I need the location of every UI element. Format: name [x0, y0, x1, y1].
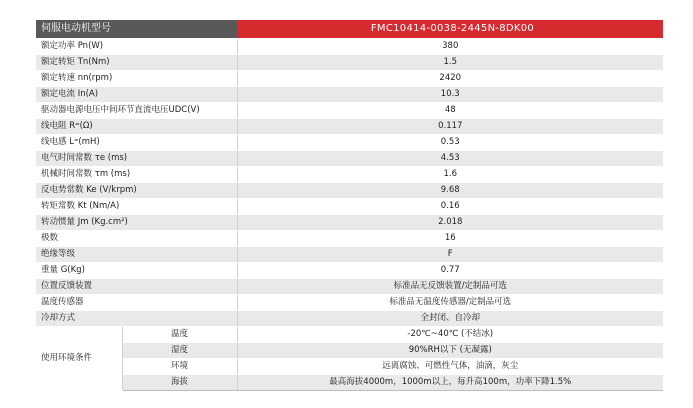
header-model: FMC10414-0038-2445N-8DK00 — [237, 20, 663, 39]
env-value: 最高海拔4000m，1000m以上，每升高100m，功率下降1.5% — [237, 375, 663, 391]
header-label: 伺服电动机型号 — [36, 20, 237, 39]
spec-label: 重量 G(Kg) — [36, 263, 237, 279]
spec-label: 冷却方式 — [36, 311, 237, 327]
spec-row — [36, 119, 663, 135]
spec-value: 380 — [237, 39, 663, 55]
spec-value: 4.53 — [237, 151, 663, 167]
env-label: 使用环境条件 — [36, 327, 122, 391]
spec-value: F — [237, 247, 663, 263]
spec-row — [36, 135, 663, 151]
spec-label: 额定转速 nn(rpm) — [36, 71, 237, 87]
env-sub-label: 环境 — [122, 359, 237, 375]
spec-row — [36, 71, 663, 87]
spec-label: 线电感 L⁼(mH) — [36, 135, 237, 151]
spec-row — [36, 39, 663, 55]
spec-value: 16 — [237, 231, 663, 247]
spec-row — [36, 55, 663, 71]
env-row — [36, 375, 663, 391]
spec-value: 0.16 — [237, 199, 663, 215]
spec-row — [36, 183, 663, 199]
spec-value: 2.018 — [237, 215, 663, 231]
env-value: 远离腐蚀、可燃性气体，油滴，灰尘 — [237, 359, 663, 375]
spec-label: 反电势常数 Ke (V/krpm) — [36, 183, 237, 199]
spec-value: 9.68 — [237, 183, 663, 199]
spec-row — [36, 151, 663, 167]
spec-value: 2420 — [237, 71, 663, 87]
env-sub-label: 温度 — [122, 327, 237, 343]
spec-row — [36, 279, 663, 295]
spec-value: 标准品无温度传感器/定制品可选 — [237, 295, 663, 311]
spec-value: 1.6 — [237, 167, 663, 183]
spec-row — [36, 311, 663, 327]
env-row — [36, 327, 663, 343]
env-value: -20℃~40℃ (不结冰) — [237, 327, 663, 343]
spec-value: 48 — [237, 103, 663, 119]
spec-label: 驱动器电源电压中间环节直流电压UDC(V) — [36, 103, 237, 119]
spec-label: 机械时间常数 τm (ms) — [36, 167, 237, 183]
env-row — [36, 359, 663, 375]
spec-value: 全封闭、自冷却 — [237, 311, 663, 327]
spec-label: 线电阻 R⁼(Ω) — [36, 119, 237, 135]
spec-row — [36, 167, 663, 183]
motor-spec-table — [36, 20, 663, 391]
env-row — [36, 343, 663, 359]
spec-label: 极数 — [36, 231, 237, 247]
spec-value: 0.53 — [237, 135, 663, 151]
env-value: 90%RH以下 (无凝露) — [237, 343, 663, 359]
spec-header-row — [36, 20, 663, 39]
spec-label: 转矩常数 Kt (Nm/A) — [36, 199, 237, 215]
spec-label: 额定功率 Pn(W) — [36, 39, 237, 55]
spec-label: 转动惯量 Jm (Kg.cm²) — [36, 215, 237, 231]
spec-label: 位置反馈装置 — [36, 279, 237, 295]
spec-value: 0.117 — [237, 119, 663, 135]
spec-value: 0.77 — [237, 263, 663, 279]
spec-label: 电气时间常数 τe (ms) — [36, 151, 237, 167]
env-sub-label: 海拔 — [122, 375, 237, 391]
spec-label: 额定电流 In(A) — [36, 87, 237, 103]
spec-row — [36, 295, 663, 311]
spec-row — [36, 263, 663, 279]
spec-label: 温度传感器 — [36, 295, 237, 311]
spec-row — [36, 199, 663, 215]
spec-row — [36, 247, 663, 263]
spec-value: 10.3 — [237, 87, 663, 103]
env-sub-label: 湿度 — [122, 343, 237, 359]
spec-row — [36, 215, 663, 231]
spec-value: 1.5 — [237, 55, 663, 71]
spec-row — [36, 87, 663, 103]
spec-value: 标准品无反馈装置/定制品可选 — [237, 279, 663, 295]
spec-label: 额定转矩 Tn(Nm) — [36, 55, 237, 71]
spec-label: 绝缘等级 — [36, 247, 237, 263]
spec-row — [36, 231, 663, 247]
spec-row — [36, 103, 663, 119]
